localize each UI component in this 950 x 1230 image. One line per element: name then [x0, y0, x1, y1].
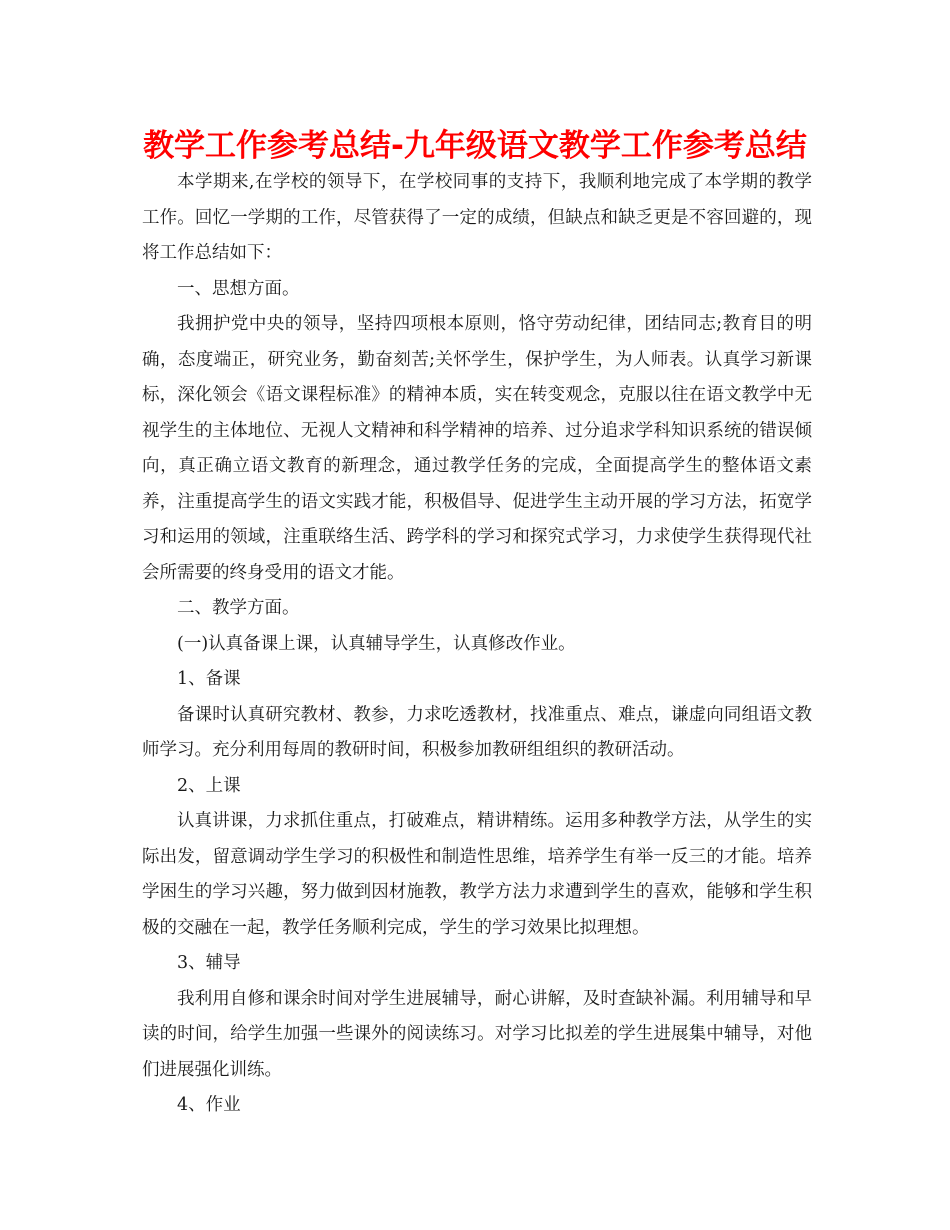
tutoring-paragraph: 我利用自修和课余时间对学生进展辅导，耐心讲解，及时查缺补漏。利用辅导和早读的时间，给学生加强一些课外的阅读练习。对学习比拟差的学生进展集中辅导，对他们进展强化训练。: [142, 988, 812, 1080]
intro-paragraph: 本学期来,在学校的领导下，在学校同事的支持下，我顺利地完成了本学期的教学工作。回忆一学期的工作，尽管获得了一定的成绩，但缺点和缺乏更是不容回避的，现将工作总结如下：: [142, 172, 812, 263]
item-heading-lesson-prep: 1、备课: [177, 669, 241, 689]
lesson-prep-paragraph: 备课时认真研究教材、教参，力求吃透教材，找准重点、难点，谦虚向同组语文教师学习。充分利用每周的教研时间，积极参加教研组组织的教研活动。: [142, 704, 812, 760]
thought-paragraph: 我拥护党中央的领导，坚持四项根本原则，恪守劳动纪律，团结同志;教育目的明确，态度端正，研究业务，勤奋刻苦;关怀学生，保护学生，为人师表。认真学习新课标，深化领会《语文课程标准》的精神本质，实在转变观念，克服以往在语文教学中无视学生的主体地位、无视人文精神和科学精神的培养、过分追求学科知识系统的错误倾向，真正确立语文教育的新理念，通过教学任务的完成，全面提高学生的整体语文素养，注重提高学生的语文实践才能，积极倡导、促进学生主动开展的学习方法，拓宽学习和运用的领域，注重联络生活、跨学科的学习和探究式学习，力求使学生获得现代社会所需要的终身受用的语文才能。: [142, 314, 812, 583]
class-paragraph: 认真讲课，力求抓住重点，打破难点，精讲精练。运用多种教学方法，从学生的实际出发，留意调动学生学习的积极性和制造性思维，培养学生有举一反三的才能。培养学困生的学习兴趣，努力做到因材施教，教学方法力求遭到学生的喜欢，能够和学生积极的交融在一起，教学任务顺利完成，学生的学习效果比拟理想。: [142, 811, 812, 938]
section-heading-thought: 一、思想方面。: [177, 278, 300, 299]
subsection-heading: (一)认真备课上课，认真辅导学生，认真修改作业。: [177, 633, 576, 654]
document-title: 教学工作参考总结-九年级语文教学工作参考总结: [143, 128, 807, 164]
document-body: [142, 165, 812, 1124]
item-heading-homework: 4、作业: [177, 1095, 241, 1115]
item-heading-tutoring: 3、辅导: [177, 953, 241, 973]
section-heading-teaching: 二、教学方面。: [177, 598, 300, 618]
item-heading-class: 2、上课: [177, 775, 241, 796]
